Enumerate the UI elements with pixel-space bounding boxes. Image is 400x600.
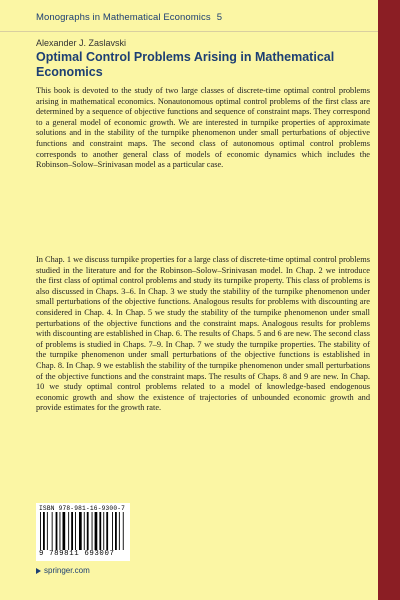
series-number: 5 bbox=[216, 12, 223, 23]
header-divider bbox=[0, 31, 378, 32]
author-name: Alexander J. Zaslavski bbox=[36, 38, 127, 48]
publisher-label: springer.com bbox=[44, 566, 90, 575]
blurb-paragraph-1: This book is devoted to the study of two large classes of discrete-time optimal control problems arising in mathematical economics. Nonautonomous optimal control problems of the first class are determined by a sequence of objective functions and sequence of constraint maps. They correspond to a general model of economic growth. We are interested in turnpike properties of approximate solutions and in the stability of the turnpike phenomenon under small perturbations of objective functions and constraint maps. The second class of autonomous optimal control problems corresponds to another general class of models of economic dynamics which includes the Robinson–Solow–Srinivasan model as a particular case. bbox=[36, 86, 370, 170]
book-title: Optimal Control Problems Arising in Mathematical Economics bbox=[36, 50, 335, 79]
barcode-number: 9 789811 693007 bbox=[39, 550, 115, 558]
isbn-text: ISBN 978-981-16-9300-7 bbox=[39, 505, 126, 512]
arrow-right-icon bbox=[36, 568, 41, 574]
publisher-link[interactable] bbox=[36, 566, 90, 575]
blurb-paragraph-2: In Chap. 1 we discuss turnpike properties for a large class of discrete-time optimal control problems studied in the literature and for the Robinson–Solow–Srinivasan model. In Chap. 2 we introduce the first class of optimal control problems and study its turnpike property. This class of problems is also discussed in Chaps. 3–6. In Chap. 3 we study the stability of the turnpike phenomenon under small perturbations of the objective functions. Analogous results for problems with discounting are considered in Chap. 4. In Chap. 5 we study the stability of the turnpike phenomenon under small perturbations of the objective functions and the constraint maps. Analogous results for problems with discounting are established in Chap. 6. The results of Chaps. 5 and 6 are new. The second class of problems is studied in Chaps. 7–9. In Chap. 7 we study the turnpike properties. The stability of the turnpike phenomenon under small perturbations of the objective functions is established in Chap. 8. In Chap. 9 we establish the stability of the turnpike phenomenon under small perturbations of the objective functions and the constraint maps. The results of Chaps. 8 and 9 are new. In Chap. 10 we study optimal control problems related to a model of knowledge-based endogenous economic growth and show the existence of trajectories of unbounded economic growth and provide estimates for the growth rate. bbox=[36, 255, 370, 413]
cover-edge-stripe bbox=[378, 0, 400, 600]
series-name: Monographs in Mathematical Economics bbox=[36, 12, 211, 23]
barcode-image bbox=[40, 512, 126, 550]
series-title bbox=[36, 12, 222, 23]
